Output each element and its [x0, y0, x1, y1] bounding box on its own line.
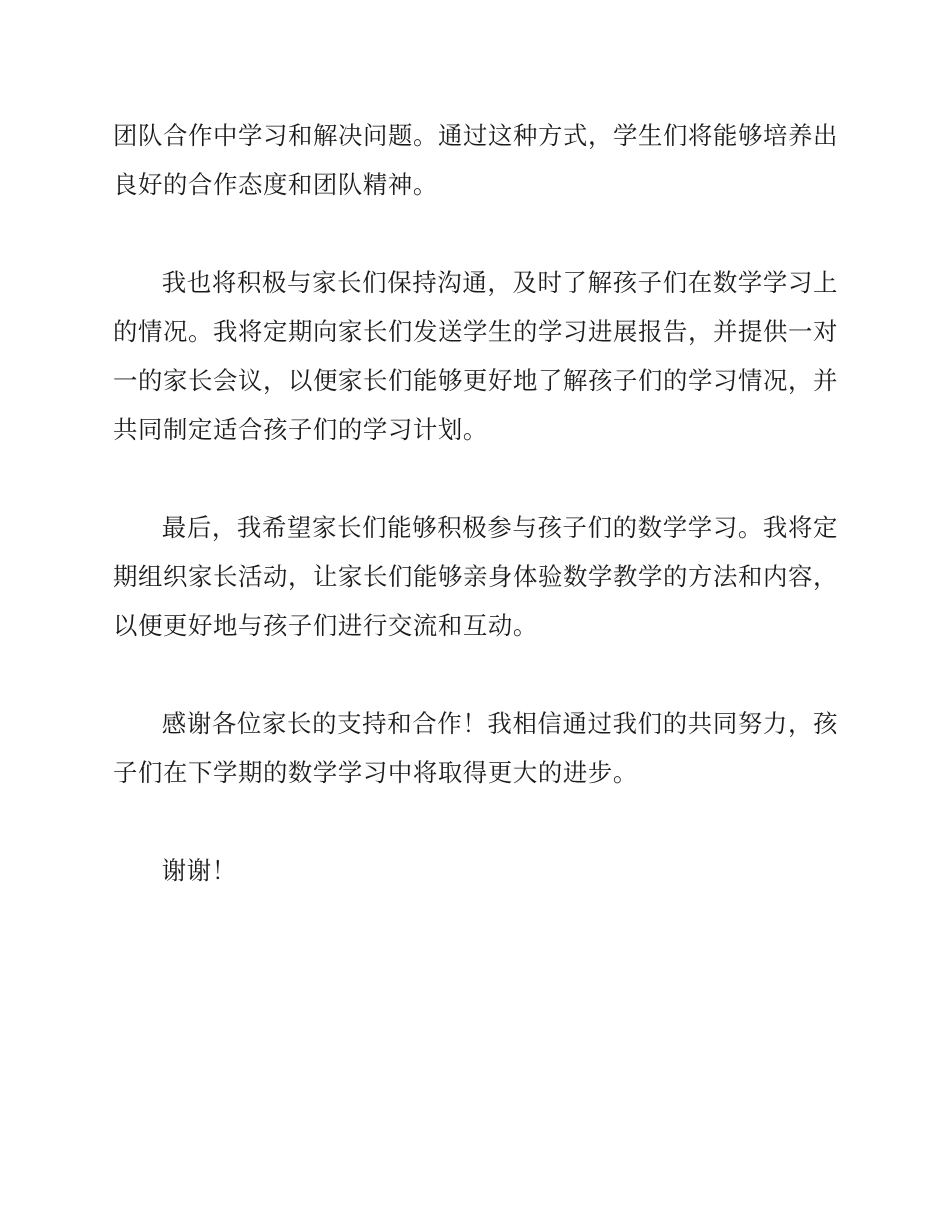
paragraph-parent-communication: 我也将积极与家长们保持沟通，及时了解孩子们在数学学习上的情况。我将定期向家长们发送学生的学习进展报告，并提供一对一的家长会议，以便家长们能够更好地了解孩子们的学习情况，并共同制定适合孩子们的学习计划。 [113, 268, 838, 444]
paragraph-closing: 谢谢！ [161, 856, 237, 885]
paragraph-thanks: 感谢各位家长的支持和合作！我相信通过我们的共同努力，孩子们在下学期的数学学习中将取得更大的进步。 [113, 709, 838, 787]
document-body [113, 111, 838, 944]
paragraph-parent-participation: 最后，我希望家长们能够积极参与孩子们的数学学习。我将定期组织家长活动，让家长们能够亲身体验数学教学的方法和内容，以便更好地与孩子们进行交流和互动。 [113, 513, 838, 640]
paragraph-teamwork: 团队合作中学习和解决问题。通过这种方式，学生们将能够培养出良好的合作态度和团队精神。 [113, 121, 838, 199]
